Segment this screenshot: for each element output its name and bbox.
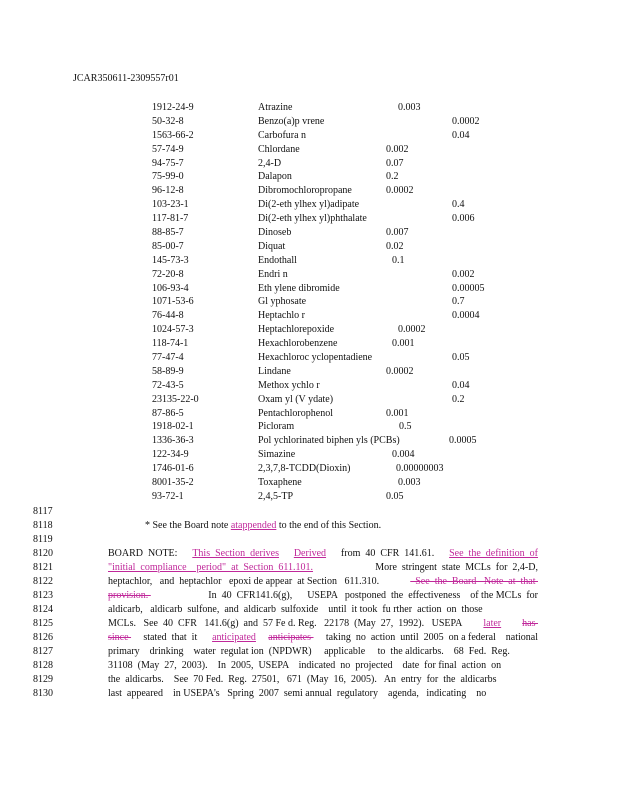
inserted-text: Derived xyxy=(293,548,327,559)
table-row xyxy=(152,170,592,184)
cas-number: 1024-57-3 xyxy=(152,324,194,336)
note-text: aldicarb, aldicarb sulfone, and aldicarb sulfoxide until it took fu rther action on those xyxy=(108,604,483,615)
table-row xyxy=(152,157,592,171)
table-row xyxy=(152,184,592,198)
mcl-value: 0.002 xyxy=(452,268,475,280)
table-row xyxy=(152,115,592,129)
deleted-text: provision. xyxy=(108,590,151,601)
cas-number: 85-00-7 xyxy=(152,240,184,252)
contaminant-name: Heptachlorepoxide xyxy=(258,324,335,336)
note-text: from 40 CFR 141.61. xyxy=(340,548,435,559)
mcl-value: 0.5 xyxy=(399,421,412,433)
cas-number: 106-93-4 xyxy=(152,282,189,294)
cas-number: 72-43-5 xyxy=(152,379,184,391)
table-row xyxy=(152,407,592,421)
see-note-end: to the end of this Section. xyxy=(276,520,382,531)
line-number: 8125 xyxy=(33,618,53,629)
cas-number: 1912-24-9 xyxy=(152,102,194,113)
note-text: MCLs. See 40 CFR 141.6(g) and 57 Fe d. Reg. 22178 (May 27, 1992). USEPA xyxy=(108,618,463,629)
deleted-text: has xyxy=(522,618,538,629)
deleted-text: since xyxy=(108,632,132,643)
board-note-line xyxy=(108,645,538,659)
contaminant-name: 2,3,7,8-TCDD(Dioxin) xyxy=(258,463,351,475)
contaminant-name: Hexachloroc yclopentadiene xyxy=(258,352,373,364)
line-number: 8120 xyxy=(33,548,53,559)
contaminant-name: Lindane xyxy=(258,365,291,377)
cas-number: 94-75-7 xyxy=(152,157,184,169)
table-row xyxy=(152,351,592,365)
table-row xyxy=(152,295,592,309)
contaminant-name: Gl yphosate xyxy=(258,296,307,308)
table-row xyxy=(152,212,592,226)
mcl-value: 0.2 xyxy=(452,393,465,405)
contaminant-name: Carbofura n xyxy=(258,129,307,141)
contaminant-name: Methox ychlo r xyxy=(258,379,320,391)
contaminant-name: Eth ylene dibromide xyxy=(258,282,340,294)
table-row xyxy=(152,337,592,351)
cas-number: 122-34-9 xyxy=(152,449,189,461)
table-row xyxy=(152,254,592,268)
mcl-value: 0.001 xyxy=(386,407,409,419)
mcl-value: 0.004 xyxy=(392,449,415,461)
cas-number: 72-20-8 xyxy=(152,268,184,280)
board-note-line xyxy=(108,575,538,589)
note-text: BOARD NOTE: xyxy=(108,548,178,559)
board-note-line xyxy=(108,673,538,687)
see-board-note xyxy=(145,519,381,533)
line-numbers xyxy=(33,505,53,701)
line-number: 8129 xyxy=(33,674,53,685)
inserted-text: later xyxy=(483,618,502,629)
table-row xyxy=(152,462,592,476)
contaminant-name: Simazine xyxy=(258,449,296,461)
contaminant-name: 2,4-D xyxy=(258,157,282,169)
mcl-value: 0.0004 xyxy=(452,310,480,322)
mcl-value: 0.0002 xyxy=(386,185,414,197)
mcl-value: 0.00000003 xyxy=(396,463,444,475)
board-note-paragraph xyxy=(108,547,538,701)
table-row xyxy=(152,476,592,490)
contaminant-name: Di(2-eth ylhex yl)phthalate xyxy=(258,213,367,225)
contaminant-name: Chlordane xyxy=(258,143,300,155)
contaminant-name: Toxaphene xyxy=(258,477,302,489)
contaminant-name: 2,4,5-TP xyxy=(258,490,293,502)
mcl-value: 0.04 xyxy=(452,379,470,391)
board-note-line xyxy=(108,659,538,673)
cas-number: 93-72-1 xyxy=(152,490,184,502)
note-text: last appeared in USEPA's Spring 2007 semi annual regulatory agenda, indicating no xyxy=(108,688,487,699)
cas-number: 87-86-5 xyxy=(152,407,184,419)
contaminant-name: Endothall xyxy=(258,254,297,266)
line-number: 8119 xyxy=(33,534,53,545)
cas-number: 75-99-0 xyxy=(152,171,184,183)
cas-number: 50-32-8 xyxy=(152,115,184,127)
contaminant-name: Benzo(a)p vrene xyxy=(258,115,325,127)
table-row xyxy=(152,282,592,296)
contaminant-name: Pentachlorophenol xyxy=(258,407,333,419)
table-row xyxy=(152,420,592,434)
cas-number: 103-23-1 xyxy=(152,199,189,211)
table-row xyxy=(152,448,592,462)
cas-number: 77-47-4 xyxy=(152,352,184,364)
mcl-value: 0.002 xyxy=(386,143,409,155)
line-number: 8121 xyxy=(33,562,53,573)
table-row xyxy=(152,379,592,393)
contaminant-table xyxy=(152,101,592,504)
note-text: primary drinking water regulat ion (NPDWR) applicable to the aldicarbs. 68 Fed. Reg. xyxy=(108,646,510,657)
table-row xyxy=(152,226,592,240)
note-text: the aldicarbs. See 70 Fed. Reg. 27501, 671 (May 16, 2005). An entry for the aldicarbs xyxy=(108,674,497,685)
table-row xyxy=(152,365,592,379)
document-id: JCAR350611-2309557r01 xyxy=(73,73,179,84)
table-row xyxy=(152,143,592,157)
deleted-text: See the Board Note at that xyxy=(410,576,538,587)
contaminant-name: Dalapon xyxy=(258,171,292,183)
board-note-line xyxy=(108,603,538,617)
note-text: stated that it xyxy=(143,632,200,643)
deleted-text: anticipates xyxy=(268,632,314,643)
cas-number: 145-73-3 xyxy=(152,254,189,266)
mcl-value: 0.007 xyxy=(386,227,409,239)
table-row xyxy=(152,240,592,254)
table-row xyxy=(152,101,592,115)
line-number: 8124 xyxy=(33,604,53,615)
mcl-value: 0.02 xyxy=(386,240,404,252)
note-text: heptachlor, and heptachlor epoxi de appear at Section 611.310. xyxy=(108,576,380,587)
table-row xyxy=(152,309,592,323)
mcl-value: 0.001 xyxy=(392,338,415,350)
table-row xyxy=(152,323,592,337)
line-number: 8128 xyxy=(33,660,53,671)
inserted-text: "initial compliance period" at Section 611.101. xyxy=(108,562,313,573)
line-number: 8127 xyxy=(33,646,53,657)
contaminant-name: Endri n xyxy=(258,268,288,280)
mcl-value: 0.2 xyxy=(386,171,399,183)
line-number: 8122 xyxy=(33,576,53,587)
see-note-inserted: atappended xyxy=(230,520,277,531)
mcl-value: 0.05 xyxy=(452,352,470,364)
mcl-value: 0.04 xyxy=(452,129,470,141)
table-row xyxy=(152,434,592,448)
board-note-line xyxy=(108,631,538,645)
cas-number: 117-81-7 xyxy=(152,213,189,225)
cas-number: 1071-53-6 xyxy=(152,296,194,308)
cas-number: 1336-36-3 xyxy=(152,435,194,447)
note-text: taking no action until 2005 on a federal national xyxy=(325,632,538,643)
note-text: In 40 CFR141.6(g), USEPA postponed the effectiveness of the MCLs for xyxy=(208,590,538,601)
mcl-value: 0.003 xyxy=(398,477,421,489)
mcl-value: 0.0002 xyxy=(386,365,414,377)
mcl-value: 0.4 xyxy=(452,199,465,211)
cas-number: 57-74-9 xyxy=(152,143,184,155)
cas-number: 1563-66-2 xyxy=(152,129,194,141)
line-number: 8123 xyxy=(33,590,53,601)
table-row xyxy=(152,490,592,504)
contaminant-name: Dinoseb xyxy=(258,227,292,239)
cas-number: 1746-01-6 xyxy=(152,463,194,475)
contaminant-name: Di(2-eth ylhex yl)adipate xyxy=(258,199,360,211)
inserted-text: anticipated xyxy=(212,632,256,643)
line-number: 8118 xyxy=(33,520,53,531)
mcl-value: 0.0002 xyxy=(452,115,480,127)
see-note-text: * See the Board note xyxy=(145,520,231,531)
mcl-value: 0.003 xyxy=(398,102,421,113)
mcl-value: 0.006 xyxy=(452,213,475,225)
inserted-text: See the definition of xyxy=(449,548,538,559)
table-row xyxy=(152,268,592,282)
board-note-line xyxy=(108,547,538,561)
contaminant-name: Oxam yl (V ydate) xyxy=(258,393,334,405)
contaminant-name: Hexachlorobenzene xyxy=(258,338,338,350)
mcl-value: 0.07 xyxy=(386,157,404,169)
mcl-value: 0.00005 xyxy=(452,282,485,294)
cas-number: 23135-22-0 xyxy=(152,393,199,405)
board-note-line xyxy=(108,561,538,575)
cas-number: 96-12-8 xyxy=(152,185,184,197)
cas-number: 1918-02-1 xyxy=(152,421,194,433)
board-note-line xyxy=(108,687,538,701)
mcl-value: 0.7 xyxy=(452,296,465,308)
note-text: More stringent state MCLs for 2,4-D, xyxy=(375,562,538,573)
mcl-value: 0.1 xyxy=(392,254,405,266)
cas-number: 8001-35-2 xyxy=(152,477,194,489)
table-row xyxy=(152,129,592,143)
contaminant-name: Picloram xyxy=(258,421,295,433)
cas-number: 118-74-1 xyxy=(152,338,189,350)
table-row xyxy=(152,393,592,407)
contaminant-name: Atrazine xyxy=(258,102,293,113)
cas-number: 88-85-7 xyxy=(152,227,184,239)
cas-number: 58-89-9 xyxy=(152,365,184,377)
contaminant-name: Heptachlo r xyxy=(258,310,305,322)
contaminant-name: Dibromochloropropane xyxy=(258,185,352,197)
line-number: 8126 xyxy=(33,632,53,643)
mcl-value: 0.0005 xyxy=(449,435,477,447)
board-note-line xyxy=(108,589,538,603)
inserted-text: This Section derives xyxy=(192,548,279,559)
contaminant-name: Pol ychlorinated biphen yls (PCBs) xyxy=(258,435,400,447)
line-number: 8117 xyxy=(33,506,53,517)
contaminant-name: Diquat xyxy=(258,240,286,252)
cas-number: 76-44-8 xyxy=(152,310,184,322)
line-number: 8130 xyxy=(33,688,53,699)
table-row xyxy=(152,198,592,212)
mcl-value: 0.05 xyxy=(386,490,404,502)
note-text: 31108 (May 27, 2003). In 2005, USEPA indicated no projected date for final action on xyxy=(108,660,502,671)
mcl-value: 0.0002 xyxy=(398,324,426,336)
board-note-line xyxy=(108,617,538,631)
